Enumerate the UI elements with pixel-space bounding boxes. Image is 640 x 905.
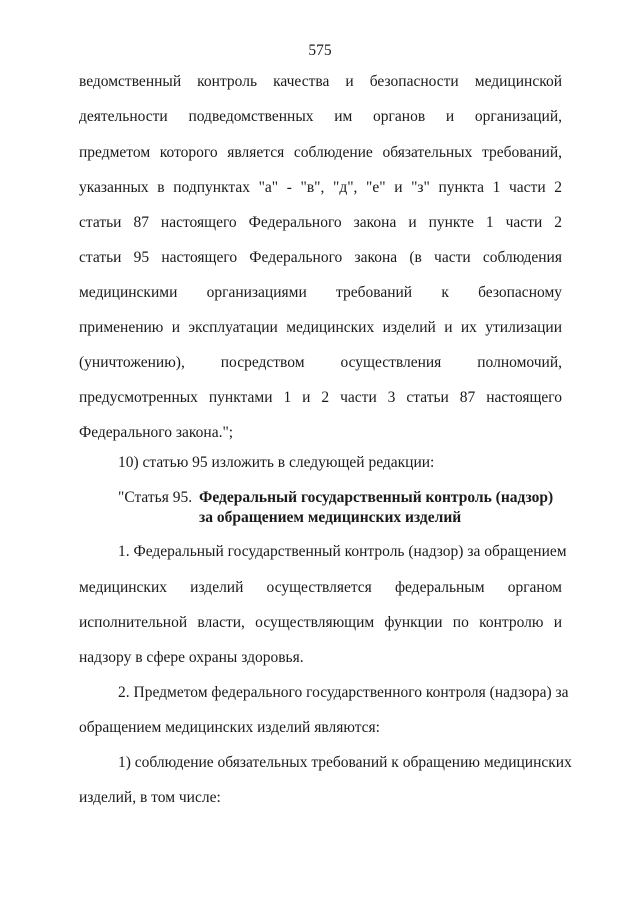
text-line: надзору в сфере охраны здоровья. [79, 649, 304, 666]
text-line: медицинских изделий осуществляется федеральным органом [79, 579, 562, 596]
text-line: 2. Предметом федерального государственного контроля (надзора) за [118, 684, 569, 701]
article-title-line1: Федеральный государственный контроль (надзор) [199, 489, 554, 506]
list-item-10: 10) статью 95 изложить в следующей редакции: [118, 454, 435, 471]
text-line: применению и эксплуатации медицинских изделий и их утилизации [79, 319, 562, 336]
article-prefix: "Статья 95. [118, 489, 193, 506]
text-line: медицинскими организациями требований к безопасному [79, 284, 562, 301]
text-line: предметом которого является соблюдение обязательных требований, [79, 144, 562, 161]
text-line: статьи 95 настоящего Федерального закона (в части соблюдения [79, 249, 562, 266]
text-line: 1. Федеральный государственный контроль (надзор) за обращением [118, 543, 567, 560]
text-line: статьи 87 настоящего Федерального закона и пункте 1 части 2 [79, 214, 562, 231]
page-number: 575 [308, 42, 332, 59]
text-line: указанных в подпунктах "а" - "в", "д", "е" и "з" пункта 1 части 2 [79, 179, 562, 196]
article-title-line2: за обращением медицинских изделий [199, 509, 462, 526]
text-line: предусмотренных пунктами 1 и 2 части 3 статьи 87 настоящего [79, 389, 562, 406]
text-line: ведомственный контроль качества и безопасности медицинской [79, 73, 562, 90]
text-line: 1) соблюдение обязательных требований к обращению медицинских [118, 754, 572, 771]
text-line: Федерального закона."; [79, 424, 234, 441]
text-line: изделий, в том числе: [79, 789, 221, 806]
text-line: исполнительной власти, осуществляющим функции по контролю и [79, 614, 562, 631]
text-line: обращением медицинских изделий являются: [79, 719, 380, 736]
text-line: деятельности подведомственных им органов и организаций, [79, 108, 562, 125]
text-line: (уничтожению), посредством осуществления полномочий, [79, 354, 562, 371]
